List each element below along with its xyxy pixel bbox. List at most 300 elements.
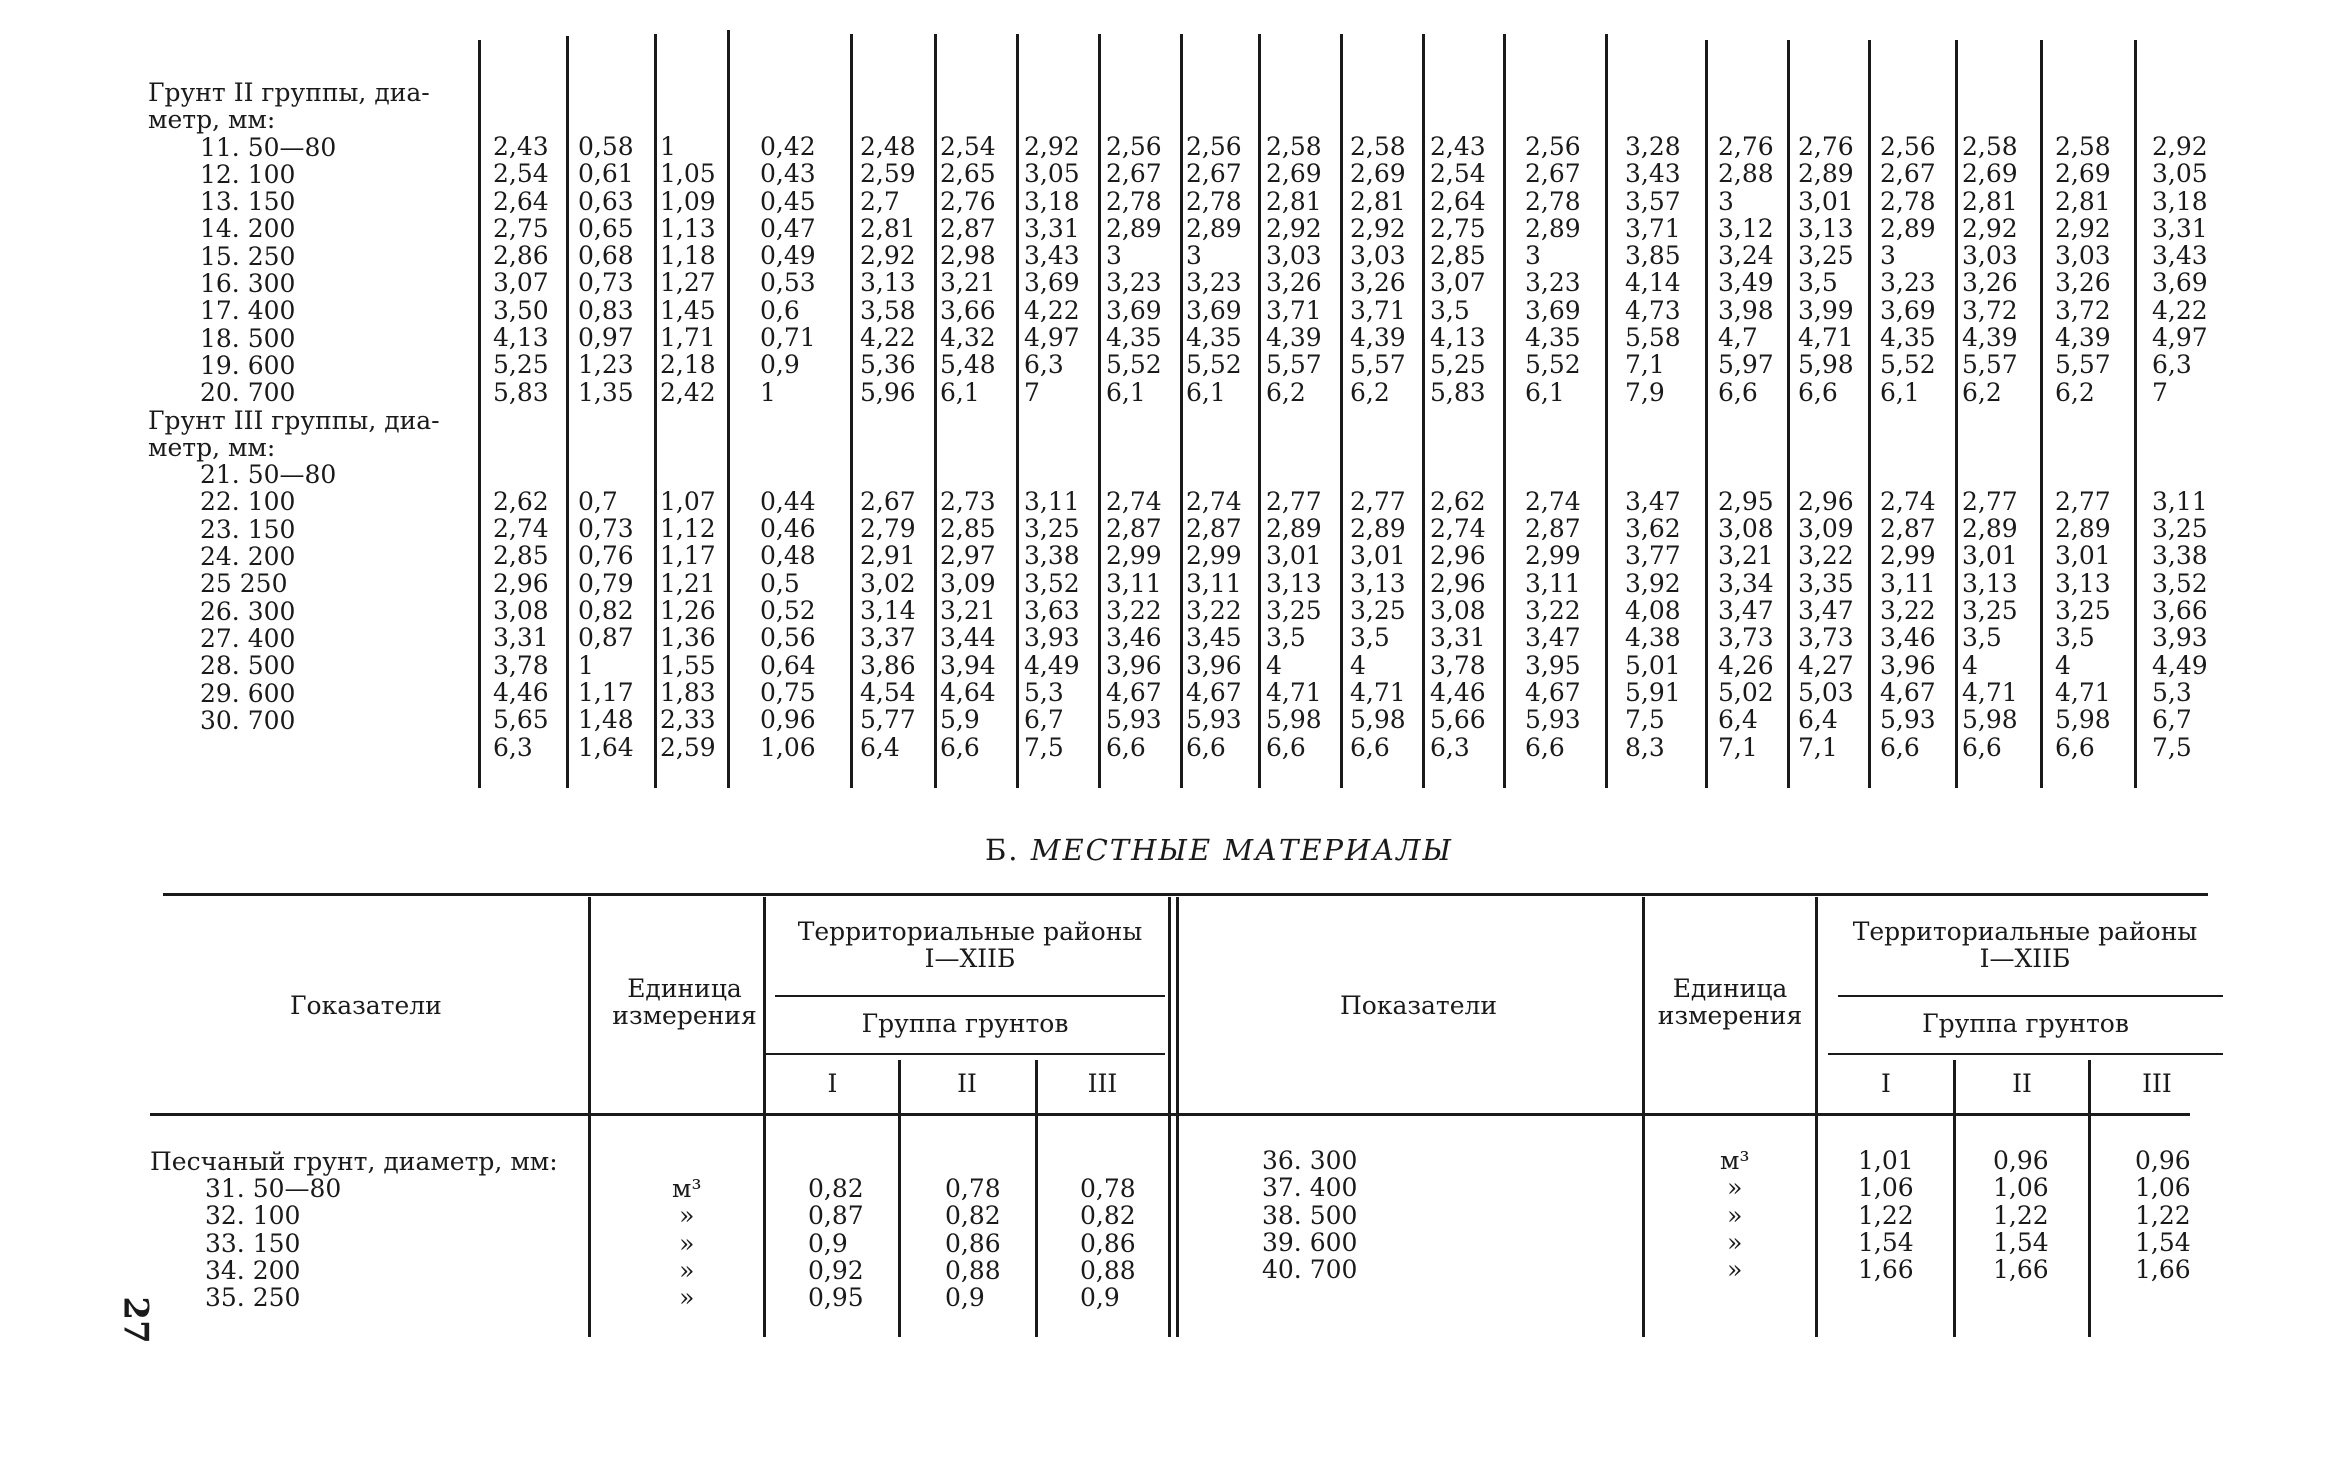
value-cell: 3,73 [1718, 623, 1774, 653]
value-cell: 2,69 [2055, 159, 2111, 189]
value-cell: 2,69 [1350, 159, 1406, 189]
upper-data-column [1718, 133, 1774, 761]
value-cell: 2,96 [1798, 486, 1854, 516]
value-cell: 6,4 [1798, 705, 1838, 735]
value-cell: 2,87 [1106, 514, 1162, 544]
value-cell: 2,64 [493, 186, 549, 216]
value-cell: 6,3 [2152, 350, 2192, 380]
upper-data-column [1186, 133, 1242, 761]
value-cell: 4,71 [1962, 677, 2018, 707]
value-cell: 0,95 [808, 1283, 864, 1313]
value-cell: 7 [2152, 377, 2168, 407]
value-cell: 6,6 [1798, 377, 1838, 407]
value-cell: 3,21 [1718, 541, 1774, 571]
value-cell: 4,39 [2055, 323, 2111, 353]
value-cell: 0,79 [578, 568, 634, 598]
left-heading: Песчаный грунт, диаметр, мм: [150, 1147, 558, 1176]
upper-col-rule [566, 36, 569, 788]
row-label: 38. 500 [1262, 1200, 1358, 1230]
group-3-heading-cont: метр, мм: [148, 432, 276, 462]
value-cell: 0,9 [945, 1283, 985, 1313]
value-cell: 0,82 [1080, 1201, 1136, 1231]
value-cell: 2,92 [860, 241, 916, 271]
value-cell: 2,89 [1106, 213, 1162, 243]
value-cell: 4,97 [1024, 323, 1080, 353]
value-cell: 3,5 [1962, 623, 2002, 653]
unit-cell: » [679, 1283, 695, 1313]
value-cell: 3,09 [1798, 514, 1854, 544]
row-label: 15. 250 [200, 241, 296, 271]
value-cell: 0,45 [760, 186, 816, 216]
group-gap [1266, 406, 1322, 488]
value-cell: 3,03 [1350, 241, 1406, 271]
value-cell: 2,78 [1525, 186, 1581, 216]
value-cell: 7,1 [1798, 732, 1838, 762]
value-cell: 3,11 [1106, 568, 1162, 598]
value-cell: 1,22 [1858, 1200, 1914, 1230]
value-cell: 6,2 [1962, 377, 2002, 407]
value-cell: 2,99 [1106, 541, 1162, 571]
value-cell: 2,85 [493, 541, 549, 571]
value-cell: 4,22 [860, 323, 916, 353]
value-cell: 1,36 [660, 623, 716, 653]
row-label: 21. 50—80 [200, 460, 337, 490]
value-cell: 3,31 [1024, 213, 1080, 243]
lower-col-rule [1815, 897, 1818, 1337]
unit-cell: » [1727, 1200, 1743, 1230]
value-cell: 0,78 [945, 1174, 1001, 1203]
value-cell: 2,74 [493, 514, 549, 544]
value-cell: 3,01 [1962, 541, 2018, 571]
value-cell: 3,69 [1525, 295, 1581, 325]
value-cell: 4,46 [1430, 677, 1486, 707]
group-gap [1798, 406, 1854, 488]
value-cell: 4,67 [1880, 677, 1936, 707]
value-cell: 2,73 [940, 486, 996, 516]
header-group-II-left: II [957, 1069, 977, 1098]
value-cell: 5,83 [493, 377, 549, 407]
upper-data-column [1266, 133, 1322, 761]
value-cell: 2,87 [1186, 514, 1242, 544]
value-cell: 2,89 [1350, 514, 1406, 544]
group-gap [760, 406, 816, 488]
value-cell: 4,7 [1718, 323, 1758, 353]
value-cell: 1,54 [2135, 1227, 2191, 1257]
value-cell: 2,89 [1266, 514, 1322, 544]
value-cell: 3,78 [1430, 650, 1486, 680]
value-cell: 1 [578, 650, 594, 680]
value-cell: 4,35 [1525, 323, 1581, 353]
value-cell: 4,46 [493, 677, 549, 707]
value-cell: 1,18 [660, 241, 716, 271]
value-cell: 2,92 [1024, 132, 1080, 161]
value-cell: 3,35 [1798, 568, 1854, 598]
value-cell: 2,78 [1106, 186, 1162, 216]
value-cell: 6,6 [940, 732, 980, 762]
soilgroup-underline-left [765, 1053, 1165, 1055]
value-cell: 1,54 [1858, 1227, 1914, 1257]
value-cell: 3,69 [1024, 268, 1080, 298]
row-label: 29. 600 [200, 678, 296, 708]
value-cell: 1,66 [2135, 1255, 2191, 1285]
value-cell: 1,13 [660, 213, 716, 243]
value-cell: 2,96 [1430, 568, 1486, 598]
value-cell: 3,50 [493, 295, 549, 325]
value-cell: 2,76 [1718, 132, 1774, 161]
group-2-heading: Грунт II группы, диа- [148, 78, 430, 107]
value-cell: 6,7 [2152, 705, 2192, 735]
value-cell: 2,65 [940, 159, 996, 189]
value-cell: 7,5 [2152, 732, 2192, 762]
value-cell: 3,45 [1186, 623, 1242, 653]
header-group-II-right: II [2012, 1069, 2032, 1098]
value-cell: 1,71 [660, 323, 716, 353]
value-cell: 2,89 [1962, 514, 2018, 544]
upper-data-column [1798, 133, 1854, 761]
value-cell: 2,69 [1266, 159, 1322, 189]
value-cell: 3,52 [2152, 568, 2208, 598]
unit-cell: м³ [1720, 1146, 1750, 1175]
value-cell: 2,86 [493, 241, 549, 271]
regions-underline-left [775, 995, 1165, 997]
value-cell: 6,6 [1718, 377, 1758, 407]
value-cell: 4 [1266, 650, 1282, 680]
value-cell: 0,46 [760, 514, 816, 544]
value-cell: 6,3 [1024, 350, 1064, 380]
left-values-III [1080, 1175, 1136, 1311]
right-values-III [2135, 1147, 2191, 1283]
value-cell: 2,56 [1106, 132, 1162, 161]
value-cell: 2,78 [1880, 186, 1936, 216]
header-indicators-right: Показатели [1340, 991, 1498, 1020]
value-cell: 7,5 [1024, 732, 1064, 762]
value-cell: 4,13 [493, 323, 549, 353]
value-cell: 3,71 [1350, 295, 1406, 325]
value-cell: 1,26 [660, 596, 716, 626]
value-cell: 2,56 [1525, 132, 1581, 161]
value-cell: 0,82 [578, 596, 634, 626]
row-label: 13. 150 [200, 187, 296, 217]
value-cell: 0,73 [578, 514, 634, 544]
header-regions-line1: Территориальные районы [1852, 917, 2198, 946]
value-cell: 2,43 [493, 132, 549, 161]
value-cell: 6,6 [2055, 732, 2095, 762]
value-cell: 4,67 [1186, 677, 1242, 707]
value-cell: 3,03 [2055, 241, 2111, 271]
value-cell: 3,25 [1350, 596, 1406, 626]
value-cell: 2,74 [1106, 486, 1162, 516]
value-cell: 1,27 [660, 268, 716, 298]
value-cell: 2,87 [1525, 514, 1581, 544]
row-label: 20. 700 [200, 378, 296, 408]
value-cell: 2,56 [1880, 132, 1936, 161]
value-cell: 2,74 [1525, 486, 1581, 516]
value-cell: 5,02 [1718, 677, 1774, 707]
value-cell: 5,98 [1350, 705, 1406, 735]
right-values-II [1993, 1147, 2049, 1283]
value-cell: 4,49 [2152, 650, 2208, 680]
value-cell: 3,43 [1024, 241, 1080, 271]
value-cell: 2,78 [1186, 186, 1242, 216]
unit-cell: » [1727, 1173, 1743, 1203]
value-cell: 3,13 [1350, 568, 1406, 598]
value-cell: 3,07 [1430, 268, 1486, 298]
group-gap [1350, 406, 1406, 488]
value-cell: 3,11 [1880, 568, 1936, 598]
value-cell: 7,9 [1625, 377, 1665, 407]
value-cell: 2,74 [1186, 486, 1242, 516]
value-cell: 3,47 [1718, 596, 1774, 626]
value-cell: 0,82 [945, 1201, 1001, 1231]
value-cell: 4,71 [1798, 323, 1854, 353]
value-cell: 1,83 [660, 677, 716, 707]
value-cell: 2,92 [1962, 213, 2018, 243]
value-cell: 3,95 [1525, 650, 1581, 680]
row-label: 32. 100 [205, 1201, 301, 1231]
group-gap [1186, 406, 1242, 488]
value-cell: 8,3 [1625, 732, 1665, 762]
value-cell: 6,1 [1186, 377, 1226, 407]
section-prefix: Б. [985, 833, 1020, 867]
value-cell: 2,42 [660, 377, 716, 407]
row-label: 33. 150 [205, 1228, 301, 1258]
value-cell: 4 [1350, 650, 1366, 680]
header-group-III-right: III [2142, 1069, 2172, 1098]
value-cell: 2,58 [1350, 132, 1406, 161]
value-cell: 0,82 [808, 1174, 864, 1203]
value-cell: 0,53 [760, 268, 816, 298]
value-cell: 4,27 [1798, 650, 1854, 680]
value-cell: 2,87 [940, 213, 996, 243]
value-cell: 3,69 [1880, 295, 1936, 325]
value-cell: 2,74 [1880, 486, 1936, 516]
upper-col-rule [2040, 40, 2043, 788]
value-cell: 3 [1186, 241, 1202, 271]
value-cell: 5,65 [493, 705, 549, 735]
lower-col-rule [1176, 897, 1179, 1337]
upper-col-rule [727, 30, 730, 788]
value-cell: 2,58 [1266, 132, 1322, 161]
value-cell: 3,11 [1024, 486, 1080, 516]
value-cell: 3,26 [1266, 268, 1322, 298]
value-cell: 2,81 [860, 213, 916, 243]
left-units [672, 1175, 701, 1311]
value-cell: 6,6 [1880, 732, 1920, 762]
value-cell: 3,22 [1798, 541, 1854, 571]
value-cell: 3,34 [1718, 568, 1774, 598]
value-cell: 3,99 [1798, 295, 1854, 325]
row-label: 14. 200 [200, 214, 296, 244]
value-cell: 1,66 [1993, 1255, 2049, 1285]
value-cell: 3,09 [940, 568, 996, 598]
page-number: 27 [115, 1296, 156, 1344]
value-cell: 5,91 [1625, 677, 1681, 707]
value-cell: 5,01 [1625, 650, 1681, 680]
value-cell: 3,43 [1625, 159, 1681, 189]
upper-col-rule [934, 34, 937, 788]
value-cell: 2,77 [1350, 486, 1406, 516]
value-cell: 4,73 [1625, 295, 1681, 325]
upper-col-rule [654, 34, 657, 788]
value-cell: 3,23 [1186, 268, 1242, 298]
value-cell: 4,08 [1625, 596, 1681, 626]
value-cell: 0,49 [760, 241, 816, 271]
value-cell: 1,22 [1993, 1200, 2049, 1230]
value-cell: 1,23 [578, 350, 634, 380]
value-cell: 3,25 [1024, 514, 1080, 544]
value-cell: 2,67 [860, 486, 916, 516]
header-unit-line1: Единица [1672, 974, 1788, 1003]
value-cell: 3,69 [1186, 295, 1242, 325]
value-cell: 3,03 [1266, 241, 1322, 271]
value-cell: 3,47 [1525, 623, 1581, 653]
value-cell: 5,93 [1525, 705, 1581, 735]
lower-top-rule [163, 893, 2208, 896]
value-cell: 2,54 [493, 159, 549, 189]
value-cell: 6,2 [1350, 377, 1390, 407]
value-cell: 6,2 [1266, 377, 1306, 407]
value-cell: 6,6 [1106, 732, 1146, 762]
value-cell: 0,96 [760, 705, 816, 735]
value-cell: 0,96 [1993, 1146, 2049, 1175]
value-cell: 2,79 [860, 514, 916, 544]
value-cell: 7,1 [1625, 350, 1665, 380]
value-cell: 3,52 [1024, 568, 1080, 598]
value-cell: 0,76 [578, 541, 634, 571]
value-cell: 3,26 [1350, 268, 1406, 298]
group-gap [578, 406, 634, 488]
value-cell: 2,89 [1186, 213, 1242, 243]
value-cell: 0,65 [578, 213, 634, 243]
value-cell: 3,72 [2055, 295, 2111, 325]
upper-col-rule [1422, 34, 1425, 788]
value-cell: 1,35 [578, 377, 634, 407]
value-cell: 6,4 [1718, 705, 1758, 735]
upper-data-column [2055, 133, 2111, 761]
value-cell: 6,2 [2055, 377, 2095, 407]
value-cell: 2,33 [660, 705, 716, 735]
value-cell: 2,54 [1430, 159, 1486, 189]
value-cell: 0,75 [760, 677, 816, 707]
regions-underline-right [1838, 995, 2223, 997]
header-regions-line2: I—XIIБ [1979, 944, 2071, 973]
value-cell: 2,89 [1880, 213, 1936, 243]
row-label: 23. 150 [200, 514, 296, 544]
unit-cell: » [679, 1228, 695, 1258]
value-cell: 2,54 [940, 132, 996, 161]
group-gap [1024, 406, 1080, 488]
value-cell: 3,98 [1718, 295, 1774, 325]
value-cell: 5,93 [1880, 705, 1936, 735]
upper-data-column [1430, 133, 1486, 761]
upper-col-rule [1705, 40, 1708, 788]
upper-row-labels [148, 79, 440, 734]
value-cell: 3,66 [940, 295, 996, 325]
value-cell: 3,62 [1625, 514, 1681, 544]
value-cell: 3,25 [1962, 596, 2018, 626]
value-cell: 5,96 [860, 377, 916, 407]
value-cell: 3,57 [1625, 186, 1681, 216]
value-cell: 3,12 [1718, 213, 1774, 243]
value-cell: 4,67 [1525, 677, 1581, 707]
value-cell: 2,99 [1880, 541, 1936, 571]
value-cell: 4,35 [1880, 323, 1936, 353]
value-cell: 3,92 [1625, 568, 1681, 598]
value-cell: 2,56 [1186, 132, 1242, 161]
lower-col-rule [1035, 1060, 1038, 1337]
group-gap [1525, 406, 1581, 488]
value-cell: 2,77 [2055, 486, 2111, 516]
value-cell: 2,96 [1430, 541, 1486, 571]
header-group-I-right: I [1881, 1069, 1891, 1098]
value-cell: 3,94 [940, 650, 996, 680]
value-cell: 7,1 [1718, 732, 1758, 762]
value-cell: 1,48 [578, 705, 634, 735]
lower-col-rule [898, 1060, 901, 1337]
value-cell: 3,07 [493, 268, 549, 298]
group-gap [2152, 406, 2208, 488]
upper-data-column [1525, 133, 1581, 761]
group-gap [1106, 406, 1162, 488]
header-unit-line1: Единица [627, 974, 742, 1003]
value-cell: 0,42 [760, 132, 816, 161]
value-cell: 5,52 [1106, 350, 1162, 380]
upper-col-rule [1503, 34, 1506, 788]
value-cell: 4,26 [1718, 650, 1774, 680]
value-cell: 3,23 [1106, 268, 1162, 298]
row-label: 34. 200 [205, 1255, 301, 1285]
row-label: 17. 400 [200, 296, 296, 326]
value-cell: 4,54 [860, 677, 916, 707]
value-cell: 4,64 [940, 677, 996, 707]
value-cell: 6,6 [1962, 732, 2002, 762]
row-label: 19. 600 [200, 350, 296, 380]
value-cell: 3,31 [1430, 623, 1486, 653]
value-cell: 7,5 [1625, 705, 1665, 735]
value-cell: 0,9 [808, 1228, 848, 1258]
value-cell: 5,93 [1186, 705, 1242, 735]
upper-col-rule [1016, 34, 1019, 788]
value-cell: 5,83 [1430, 377, 1486, 407]
value-cell: 3,23 [1880, 268, 1936, 298]
value-cell: 0,56 [760, 623, 816, 653]
upper-col-rule [478, 40, 481, 788]
value-cell: 3,26 [1962, 268, 2018, 298]
value-cell: 5,25 [1430, 350, 1486, 380]
upper-col-rule [1787, 40, 1790, 788]
value-cell: 3,23 [1525, 268, 1581, 298]
row-label: 26. 300 [200, 596, 296, 626]
upper-data-column [760, 133, 816, 761]
group-gap [1625, 406, 1681, 488]
value-cell: 5,66 [1430, 705, 1486, 735]
value-cell: 3,11 [1186, 568, 1242, 598]
row-label: 31. 50—80 [205, 1174, 342, 1203]
value-cell: 4,97 [2152, 323, 2208, 353]
value-cell: 3,72 [1962, 295, 2018, 325]
value-cell: 1,17 [578, 677, 634, 707]
value-cell: 3,08 [1718, 514, 1774, 544]
group-gap [660, 406, 716, 488]
value-cell: 2,74 [1430, 514, 1486, 544]
value-cell: 2,64 [1430, 186, 1486, 216]
value-cell: 2,81 [1962, 186, 2018, 216]
value-cell: 3,08 [1430, 596, 1486, 626]
value-cell: 4,38 [1625, 623, 1681, 653]
value-cell: 4,39 [1350, 323, 1406, 353]
header-unit-right [1655, 975, 1805, 1029]
value-cell: 2,69 [1962, 159, 2018, 189]
